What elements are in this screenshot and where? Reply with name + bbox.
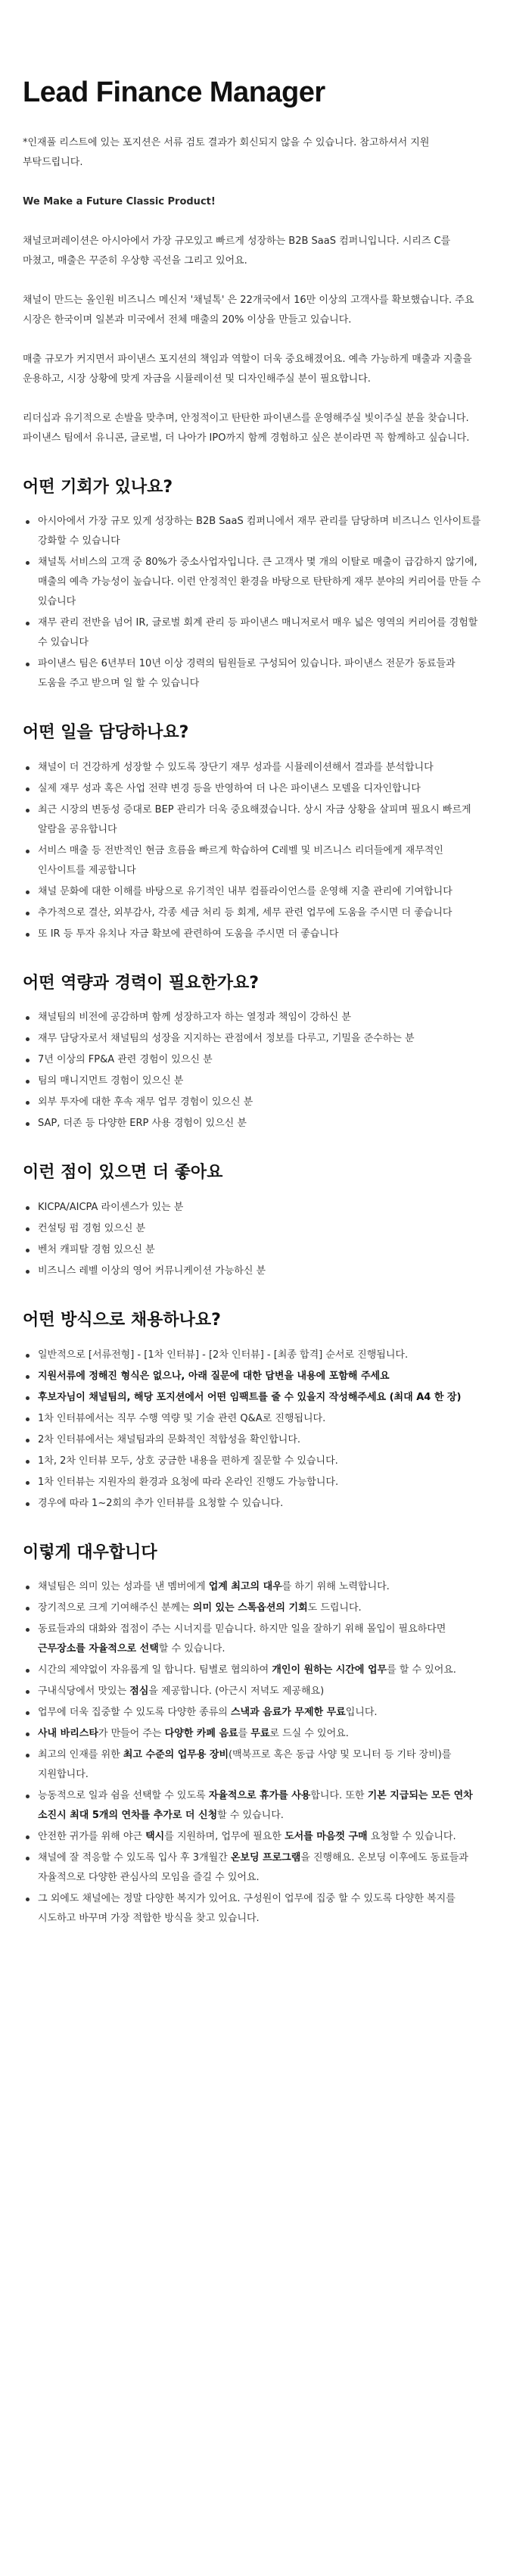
list-item: KICPA/AICPA 라이센스가 있는 분 [23, 1198, 484, 1218]
bullet-list [23, 758, 484, 944]
list-item: 1차, 2차 인터뷰 모두, 상호 궁금한 내용을 편하게 질문할 수 있습니다. [23, 1452, 484, 1471]
list-item: 팀의 매니지먼트 경험이 있으신 분 [23, 1071, 484, 1091]
list-item: 7년 이상의 FP&A 관련 경험이 있으신 분 [23, 1050, 484, 1070]
list-item: 업무에 더욱 집중할 수 있도록 다양한 종류의 스낵과 음료가 무제한 무료입니다. [23, 1703, 484, 1723]
list-item: 일반적으로 [서류전형] - [1차 인터뷰] - [2차 인터뷰] - [최종 합격] 순서로 진행됩니다. [23, 1346, 484, 1365]
list-item: 채널 문화에 대한 이해를 바탕으로 유기적인 내부 컴플라이언스를 운영해 지출 관리에 기여합니다 [23, 882, 484, 902]
section-heading: 어떤 역량과 경력이 필요한가요? [23, 973, 260, 993]
list-item: 채널팀의 비전에 공감하며 함께 성장하고자 하는 열정과 책임이 강하신 분 [23, 1008, 484, 1028]
list-item: 추가적으로 결산, 외부감사, 각종 세금 처리 등 회계, 세무 관련 업무에 도움을 주시면 더 좋습니다 [23, 903, 484, 923]
list-item: 사내 바리스타가 만들어 주는 다양한 카페 음료를 무료로 드실 수 있어요. [23, 1724, 484, 1744]
bullet-list [23, 1346, 484, 1514]
intro-paragraph: 리더십과 유기적으로 손발을 맞추며, 안정적이고 탄탄한 파이낸스를 운영해주실 빛이주실 분을 찾습니다. 파이낸스 팀에서 유니콘, 글로벌, 더 나아가 IPO까지 함께 경험하고 싶은 분이라면 꼭 함께하고 싶습니다. [23, 412, 470, 444]
list-item: 외부 투자에 대한 후속 재무 업무 경험이 있으신 분 [23, 1093, 484, 1112]
section-heading: 이런 점이 있으면 더 좋아요 [23, 1163, 223, 1183]
list-item: 안전한 귀가를 위해 야근 택시를 지원하며, 업무에 필요한 도서를 마음껏 구매 요청할 수 있습니다. [23, 1827, 484, 1847]
section-benefits [23, 1542, 484, 1929]
list-item: 재무 관리 전반을 넘어 IR, 글로벌 회계 관리 등 파이낸스 매니저로서 매우 넓은 영역의 커리어를 경험할 수 있습니다 [23, 613, 484, 653]
section-heading: 이렇게 대우합니다 [23, 1542, 157, 1562]
list-item: 벤처 캐피탈 경험 있으신 분 [23, 1240, 484, 1260]
list-item: 능동적으로 일과 쉼을 선택할 수 있도록 자율적으로 휴가를 사용합니다. 또한 기본 지급되는 모든 연차 소진시 최대 5개의 연차를 추가로 더 신청할 수 있습니다. [23, 1786, 484, 1826]
list-item: 재무 담당자로서 채널팀의 성장을 지지하는 관점에서 정보를 다루고, 기밀을 준수하는 분 [23, 1029, 484, 1049]
bullet-list [23, 1198, 484, 1281]
list-item: 서비스 매출 등 전반적인 현금 흐름을 빠르게 학습하여 C레벨 및 비즈니스 리더들에게 재무적인 인사이트를 제공합니다 [23, 841, 484, 881]
list-item: 그 외에도 채널에는 정말 다양한 복지가 있어요. 구성원이 업무에 집중 할 수 있도록 다양한 복지를 시도하고 바꾸며 가장 적합한 방식을 찾고 있습니다. [23, 1889, 484, 1929]
list-item: 2차 인터뷰에서는 채널팀과의 문화적인 적합성을 확인합니다. [23, 1430, 484, 1450]
page-title: Lead Finance Manager [23, 76, 325, 108]
bullet-list [23, 1577, 484, 1929]
intro-paragraph: 매출 규모가 커지면서 파이낸스 포지션의 책임과 역할이 더욱 중요해졌어요. 예측 가능하게 매출과 지출을 운용하고, 시장 상황에 맞게 자금을 시뮬레이션 및 디자인해주실 분이 필요합니다. [23, 353, 472, 385]
list-item: 또 IR 등 투자 유치나 자금 확보에 관련하여 도움을 주시면 더 좋습니다 [23, 925, 484, 944]
list-item: 채널이 더 건강하게 성장할 수 있도록 장단기 재무 성과를 시뮬레이션해서 결과를 분석합니다 [23, 758, 484, 778]
section-requirements [23, 973, 484, 1134]
list-item: SAP, 더존 등 다양한 ERP 사용 경험이 있으신 분 [23, 1114, 484, 1134]
intro [23, 133, 484, 448]
list-item: 장기적으로 크게 기여해주신 분께는 의미 있는 스톡옵션의 기회도 드립니다. [23, 1598, 484, 1618]
list-item: 동료들과의 대화와 접점이 주는 시너지를 믿습니다. 하지만 일을 잘하기 위해 몰입이 필요하다면 근무장소를 자율적으로 선택할 수 있습니다. [23, 1620, 484, 1659]
list-item: 후보자님이 채널팀의, 해당 포지션에서 어떤 임팩트를 줄 수 있을지 작성해주세요 (최대 A4 한 장) [23, 1388, 484, 1408]
list-item: 파이낸스 팀은 6년부터 10년 이상 경력의 팀원들로 구성되어 있습니다. 파이낸스 전문가 동료들과 도움을 주고 받으며 일 할 수 있습니다 [23, 654, 484, 694]
list-item: 1차 인터뷰는 지원자의 환경과 요청에 따라 온라인 진행도 가능합니다. [23, 1473, 484, 1492]
list-item: 지원서류에 정해진 형식은 없으나, 아래 질문에 대한 답변을 내용에 포함해 주세요 [23, 1367, 484, 1386]
list-item: 1차 인터뷰에서는 직무 수행 역량 및 기술 관련 Q&A로 진행됩니다. [23, 1409, 484, 1429]
section-preferred [23, 1162, 484, 1281]
list-item: 비즈니스 레벨 이상의 영어 커뮤니케이션 가능하신 분 [23, 1261, 484, 1281]
bullet-list [23, 512, 484, 694]
list-item: 경우에 따라 1~2회의 추가 인터뷰를 요청할 수 있습니다. [23, 1494, 484, 1514]
list-item: 채널팀은 의미 있는 성과를 낸 멤버에게 업계 최고의 대우를 하기 위해 노력합니다. [23, 1577, 484, 1597]
list-item: 컨설팅 펌 경험 있으신 분 [23, 1219, 484, 1239]
list-item: 아시아에서 가장 규모 있게 성장하는 B2B SaaS 컴퍼니에서 재무 관리를 담당하며 비즈니스 인사이트를 강화할 수 있습니다 [23, 512, 484, 551]
notice-text: *인재풀 리스트에 있는 포지션은 서류 검토 결과가 회신되지 않을 수 있습니다. 참고하셔서 지원 부탁드립니다. [23, 136, 430, 168]
section-responsibilities [23, 722, 484, 944]
section-hiring-process [23, 1310, 484, 1514]
list-item: 채널에 잘 적응할 수 있도록 입사 후 3개월간 온보딩 프로그램을 진행해요. 온보딩 이후에도 동료들과 자율적으로 다양한 관심사의 모임을 즐길 수 있어요. [23, 1848, 484, 1888]
intro-paragraph: 채널이 만드는 올인원 비즈니스 메신저 '채널톡' 은 22개국에서 16만 이상의 고객사를 확보했습니다. 주요 시장은 한국이며 일본과 미국에서 전체 매출의 20% 이상을 만들고 있습니다. [23, 294, 474, 326]
list-item: 최고의 인재를 위한 최고 수준의 업무용 장비(맥북프로 혹은 동급 사양 및 모니터 등 기타 장비)를 지원합니다. [23, 1745, 484, 1785]
intro-paragraph: 채널코퍼레이션은 아시아에서 가장 규모있고 빠르게 성장하는 B2B SaaS 컴퍼니입니다. 시리즈 C를 마쳤고, 매출은 꾸준히 우상향 곡선을 그리고 있어요. [23, 235, 451, 267]
list-item: 실제 재무 성과 혹은 사업 전략 변경 등을 반영하여 더 나은 파이낸스 모델을 디자인합니다 [23, 779, 484, 799]
sections-container [23, 477, 484, 1929]
list-item: 시간의 제약없이 자유롭게 일 합니다. 팀별로 협의하여 개인이 원하는 시간에 업무를 할 수 있어요. [23, 1661, 484, 1680]
list-item: 채널톡 서비스의 고객 중 80%가 중소사업자입니다. 큰 고객사 몇 개의 이탈로 매출이 급감하지 않기에, 매출의 예측 가능성이 높습니다. 이런 안정적인 환경을 바탕으로 탄탄하게 재무 분야의 커리어를 만들 수 있습니다 [23, 553, 484, 612]
bullet-list [23, 1008, 484, 1134]
list-item: 구내식당에서 맛있는 점심을 제공합니다. (아근시 저녁도 제공해요) [23, 1682, 484, 1701]
list-item: 최근 시장의 변동성 증대로 BEP 관리가 더욱 중요해졌습니다. 상시 자금 상황을 살피며 필요시 빠르게 알람을 공유합니다 [23, 800, 484, 840]
section-heading: 어떤 방식으로 채용하나요? [23, 1310, 221, 1330]
tagline: We Make a Future Classic Product! [23, 195, 216, 207]
section-heading: 어떤 기회가 있나요? [23, 477, 173, 497]
section-opportunities [23, 477, 484, 694]
section-heading: 어떤 일을 담당하나요? [23, 723, 189, 743]
